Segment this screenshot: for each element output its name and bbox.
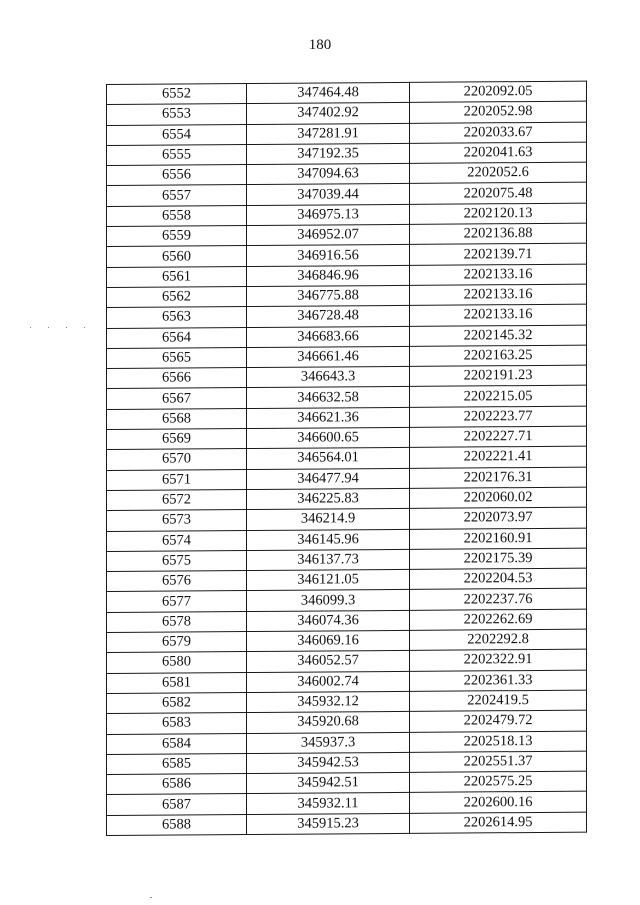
x-coordinate-cell: 346099.3: [247, 590, 410, 611]
table-row: [107, 507, 587, 531]
x-coordinate-cell: 347281.91: [247, 123, 410, 144]
table-row: [107, 710, 587, 734]
x-coordinate-cell: 346121.05: [247, 570, 410, 591]
x-coordinate-cell: 346564.01: [247, 448, 410, 469]
scan-speck: [30, 327, 31, 328]
point-number-cell: 6554: [107, 124, 247, 145]
table-row: [107, 203, 587, 227]
y-coordinate-cell: 2202322.91: [410, 649, 587, 671]
y-coordinate-cell: 2202033.67: [410, 122, 587, 144]
table-row: [107, 264, 587, 288]
point-number-cell: 6559: [107, 226, 247, 247]
table-row: [107, 487, 587, 511]
scan-speck: [150, 897, 152, 898]
point-number-cell: 6572: [107, 489, 247, 510]
point-number-cell: 6579: [107, 632, 247, 653]
y-coordinate-cell: 2202361.33: [410, 670, 587, 692]
table-row: [107, 467, 587, 491]
x-coordinate-cell: 346621.36: [247, 407, 410, 428]
point-number-cell: 6553: [107, 104, 247, 125]
y-coordinate-cell: 2202262.69: [410, 609, 587, 631]
x-coordinate-cell: 345932.11: [247, 793, 410, 814]
x-coordinate-cell: 345920.68: [247, 712, 410, 733]
point-number-cell: 6555: [107, 144, 247, 165]
table-row: [107, 446, 587, 470]
point-number-cell: 6570: [107, 449, 247, 470]
point-number-cell: 6578: [107, 611, 247, 632]
x-coordinate-cell: 346225.83: [247, 488, 410, 509]
x-coordinate-cell: 346145.96: [247, 529, 410, 550]
x-coordinate-cell: 346975.13: [247, 204, 410, 225]
y-coordinate-cell: 2202133.16: [410, 304, 587, 326]
point-number-cell: 6569: [107, 429, 247, 450]
x-coordinate-cell: 346643.3: [247, 367, 410, 388]
x-coordinate-cell: 346775.88: [247, 285, 410, 306]
x-coordinate-cell: 346846.96: [247, 265, 410, 286]
x-coordinate-cell: 346214.9: [247, 509, 410, 530]
table-row: [107, 284, 587, 308]
point-number-cell: 6586: [107, 774, 247, 795]
point-number-cell: 6565: [107, 347, 247, 368]
table-row: [107, 528, 587, 552]
point-number-cell: 6585: [107, 753, 247, 774]
x-coordinate-cell: 345937.3: [247, 732, 410, 753]
y-coordinate-cell: 2202073.97: [410, 507, 587, 529]
point-number-cell: 6557: [107, 185, 247, 206]
y-coordinate-cell: 2202120.13: [410, 203, 587, 225]
coordinate-table-body: [107, 81, 587, 835]
x-coordinate-cell: 346661.46: [247, 346, 410, 367]
x-coordinate-cell: 347039.44: [247, 184, 410, 205]
y-coordinate-cell: 2202163.25: [410, 345, 587, 367]
y-coordinate-cell: 2202227.71: [410, 426, 587, 448]
table-row: [107, 771, 587, 795]
point-number-cell: 6564: [107, 327, 247, 348]
table-row: [107, 629, 587, 653]
y-coordinate-cell: 2202204.53: [410, 568, 587, 590]
point-number-cell: 6561: [107, 266, 247, 287]
point-number-cell: 6568: [107, 408, 247, 429]
point-number-cell: 6562: [107, 286, 247, 307]
point-number-cell: 6580: [107, 652, 247, 673]
x-coordinate-cell: 346477.94: [247, 468, 410, 489]
scan-speck: [66, 327, 67, 328]
point-number-cell: 6563: [107, 307, 247, 328]
table-row: [107, 122, 587, 146]
table-row: [107, 244, 587, 268]
y-coordinate-cell: 2202237.76: [410, 589, 587, 611]
point-number-cell: 6583: [107, 713, 247, 734]
table-row: [107, 548, 587, 572]
point-number-cell: 6574: [107, 530, 247, 551]
y-coordinate-cell: 2202075.48: [410, 183, 587, 205]
point-number-cell: 6576: [107, 571, 247, 592]
table-row: [107, 690, 587, 714]
y-coordinate-cell: 2202052.98: [410, 101, 587, 123]
point-number-cell: 6566: [107, 368, 247, 389]
point-number-cell: 6567: [107, 388, 247, 409]
y-coordinate-cell: 2202060.02: [410, 487, 587, 509]
table-row: [107, 101, 587, 125]
y-coordinate-cell: 2202052.6: [410, 162, 587, 184]
y-coordinate-cell: 2202215.05: [410, 386, 587, 408]
table-row: [107, 386, 587, 410]
y-coordinate-cell: 2202175.39: [410, 548, 587, 570]
table-row: [107, 345, 587, 369]
point-number-cell: 6582: [107, 692, 247, 713]
point-number-cell: 6556: [107, 165, 247, 186]
point-number-cell: 6575: [107, 550, 247, 571]
point-number-cell: 6584: [107, 733, 247, 754]
coordinate-table: [106, 81, 587, 836]
table-row: [107, 426, 587, 450]
y-coordinate-cell: 2202614.95: [410, 812, 587, 834]
table-row: [107, 142, 587, 166]
y-coordinate-cell: 2202600.16: [410, 792, 587, 814]
y-coordinate-cell: 2202551.37: [410, 751, 587, 773]
table-row: [107, 406, 587, 430]
table-row: [107, 81, 587, 105]
x-coordinate-cell: 347402.92: [247, 103, 410, 124]
y-coordinate-cell: 2202133.16: [410, 264, 587, 286]
point-number-cell: 6571: [107, 469, 247, 490]
y-coordinate-cell: 2202223.77: [410, 406, 587, 428]
y-coordinate-cell: 2202176.31: [410, 467, 587, 489]
y-coordinate-cell: 2202479.72: [410, 710, 587, 732]
point-number-cell: 6573: [107, 510, 247, 531]
x-coordinate-cell: 346052.57: [247, 651, 410, 672]
page-number: 180: [308, 37, 332, 53]
y-coordinate-cell: 2202191.23: [410, 365, 587, 387]
x-coordinate-cell: 347464.48: [247, 82, 410, 103]
x-coordinate-cell: 347192.35: [247, 143, 410, 164]
y-coordinate-cell: 2202092.05: [410, 81, 587, 103]
x-coordinate-cell: 346952.07: [247, 224, 410, 245]
table-row: [107, 304, 587, 328]
point-number-cell: 6552: [107, 84, 247, 105]
table-row: [107, 609, 587, 633]
y-coordinate-cell: 2202139.71: [410, 244, 587, 266]
table-row: [107, 812, 587, 836]
x-coordinate-cell: 346916.56: [247, 245, 410, 266]
x-coordinate-cell: 346728.48: [247, 306, 410, 327]
y-coordinate-cell: 2202136.88: [410, 223, 587, 245]
y-coordinate-cell: 2202145.32: [410, 325, 587, 347]
table-row: [107, 670, 587, 694]
table-row: [107, 223, 587, 247]
point-number-cell: 6558: [107, 205, 247, 226]
point-number-cell: 6560: [107, 246, 247, 267]
y-coordinate-cell: 2202419.5: [410, 690, 587, 712]
y-coordinate-cell: 2202518.13: [410, 731, 587, 753]
y-coordinate-cell: 2202160.91: [410, 528, 587, 550]
x-coordinate-cell: 346137.73: [247, 549, 410, 570]
table-row: [107, 183, 587, 207]
x-coordinate-cell: 345942.53: [247, 752, 410, 773]
y-coordinate-cell: 2202133.16: [410, 284, 587, 306]
x-coordinate-cell: 346683.66: [247, 326, 410, 347]
point-number-cell: 6581: [107, 672, 247, 693]
x-coordinate-cell: 346074.36: [247, 610, 410, 631]
scan-speck: [48, 327, 49, 328]
x-coordinate-cell: 347094.63: [247, 164, 410, 185]
x-coordinate-cell: 346632.58: [247, 387, 410, 408]
y-coordinate-cell: 2202221.41: [410, 446, 587, 468]
table-row: [107, 568, 587, 592]
y-coordinate-cell: 2202575.25: [410, 771, 587, 793]
coordinate-table-container: [106, 81, 587, 836]
x-coordinate-cell: 345932.12: [247, 691, 410, 712]
point-number-cell: 6577: [107, 591, 247, 612]
y-coordinate-cell: 2202041.63: [410, 142, 587, 164]
table-row: [107, 731, 587, 755]
table-row: [107, 751, 587, 775]
table-row: [107, 162, 587, 186]
x-coordinate-cell: 345942.51: [247, 772, 410, 793]
table-row: [107, 649, 587, 673]
y-coordinate-cell: 2202292.8: [410, 629, 587, 651]
table-row: [107, 365, 587, 389]
table-row: [107, 589, 587, 613]
x-coordinate-cell: 346002.74: [247, 671, 410, 692]
x-coordinate-cell: 346600.65: [247, 427, 410, 448]
table-row: [107, 792, 587, 816]
point-number-cell: 6588: [107, 814, 247, 835]
x-coordinate-cell: 345915.23: [247, 813, 410, 834]
x-coordinate-cell: 346069.16: [247, 630, 410, 651]
scan-speck: [84, 327, 85, 328]
table-row: [107, 325, 587, 349]
point-number-cell: 6587: [107, 794, 247, 815]
